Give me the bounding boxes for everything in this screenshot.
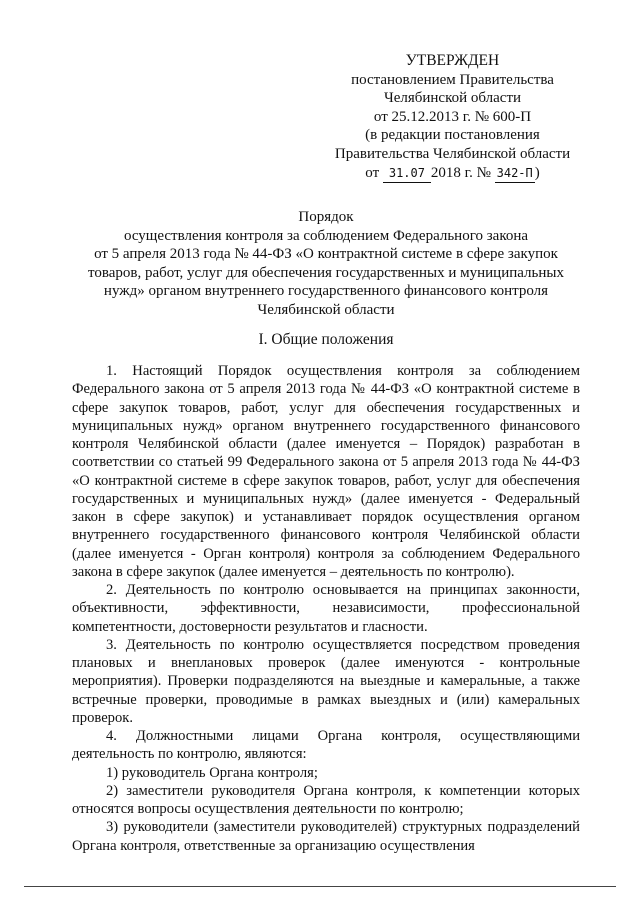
document-title <box>72 208 580 320</box>
approval-line-2: Челябинской области <box>383 90 522 107</box>
title-line-5: Челябинской области <box>257 301 395 318</box>
handwritten-number: 342-П <box>495 164 535 184</box>
paragraph: 1) руководитель Органа контроля; <box>106 764 318 781</box>
paragraph: 2. Деятельность по контролю основывается на принципах законности, объективности, эффективности, независимости, профессиональной компетентности, достоверности результатов и гласности. <box>72 582 580 635</box>
paragraph: 4. Должностными лицами Органа контроля, осуществляющими деятельность по контролю, являются: <box>72 728 580 763</box>
approval-line-1: постановлением Правительства <box>351 71 554 88</box>
paragraph: 3. Деятельность по контролю осуществляется посредством проведения плановых и внеплановых проверок (далее именуются - контрольные мероприятия). Проверки подразделяются на выездные и камеральные, а также встречные проверки, проводимые в рамках выездных и (или) камеральных проверок. <box>72 636 580 726</box>
paragraph: 1. Настоящий Порядок осуществления контроля за соблюдением Федерального закона от 5 апреля 2013 года № 44-ФЗ «О контрактной системе в сфере закупок товаров, работ, услуг для обеспечения государственных и муниципальных нужд» органом внутреннего государственного финансового контроля Челябинской области (далее именуется – Порядок) разработан в соответствии со статьей 99 Федерального закона от 5 апреля 2013 года № 44-ФЗ «О контрактной системе в сфере закупок товаров, работ, услуг для обеспечения государственных и муниципальных нужд» (далее именуется - Федеральный закон в сфере закупок) и устанавливает порядок осуществления органом внутреннего государственного финансового контроля Челябинской области (далее именуется - Орган контроля) контроля за соблюдением Федерального закона в сфере закупок (далее именуется – деятельность по контролю). <box>72 363 580 580</box>
title-line-3: товаров, работ, услуг для обеспечения государственных и муниципальных <box>88 264 564 281</box>
title-line-2: от 5 апреля 2013 года № 44-ФЗ «О контрактной системе в сфере закупок <box>94 246 558 263</box>
section-heading: I. Общие положения <box>258 331 394 348</box>
title-heading: Порядок <box>298 209 354 225</box>
approval-line-6 <box>320 164 585 184</box>
paragraph: 2) заместители руководителя Органа контроля, к компетенции которых относятся вопросы осуществления деятельности по контролю; <box>72 782 580 817</box>
approval-line-3: от 25.12.2013 г. № 600-П <box>373 108 532 125</box>
title-line-4: нужд» органом внутреннего государственного финансового контроля <box>103 283 549 300</box>
title-line-1: осуществления контроля за соблюдением Федерального закона <box>123 227 529 244</box>
approval-heading: УТВЕРЖДЕН <box>405 52 500 69</box>
handwritten-date: 31.07 <box>383 164 431 184</box>
approval-block <box>320 52 585 183</box>
approval-line-5: Правительства Челябинской области <box>334 145 571 162</box>
paragraph: 3) руководители (заместители руководителей) структурных подразделений Органа контроля, ответственные за организацию осуществления <box>72 819 580 854</box>
approval-year-part: 2018 г. № <box>430 164 491 181</box>
approval-line-4: (в редакции постановления <box>365 127 540 144</box>
page-bottom-divider <box>24 886 616 887</box>
approval-close-paren: ) <box>534 164 540 181</box>
approval-date-prefix: от <box>365 164 380 181</box>
document-body <box>72 362 580 855</box>
